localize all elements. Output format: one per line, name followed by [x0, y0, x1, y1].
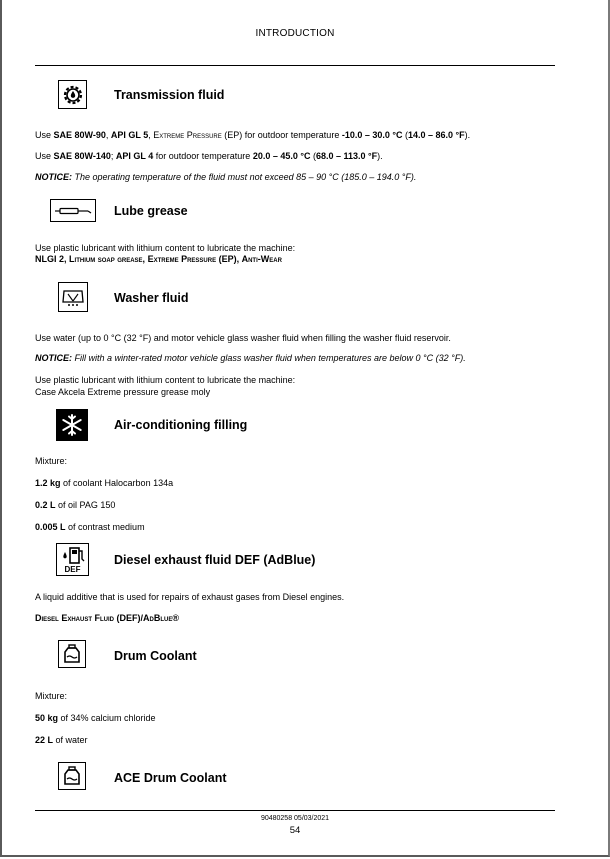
washer-notice [35, 353, 466, 364]
section-title-washer: Washer fluid [114, 291, 189, 305]
aircon-item-3: 0.005 L of contrast medium [35, 522, 145, 532]
page-number: 54 [289, 825, 301, 836]
lube-line-2: NLGI 2, Lithium soap grease, Extreme Pressure (EP), Anti-Wear [35, 254, 282, 264]
footer-rule [35, 810, 555, 811]
windshield-washer-icon [58, 282, 88, 312]
grease-gun-icon [50, 199, 96, 222]
footer-doc-id: 90480258 05/03/2021 [260, 815, 330, 822]
section-title-def: Diesel exhaust fluid DEF (AdBlue) [114, 553, 316, 567]
coolant-tank-icon [58, 640, 86, 668]
washer-line-3: Use plastic lubricant with lithium content to lubricate the machine: [35, 375, 296, 385]
drum-item-1: 50 kg of 34% calcium chloride [35, 713, 156, 723]
page-header: INTRODUCTION [255, 28, 335, 39]
notice-text: Fill with a winter-rated motor vehicle glass washer fluid when temperatures are below 0 °C (32 °F). [72, 353, 466, 363]
notice-text: The operating temperature of the fluid must not exceed 85 – 90 °C (185.0 – 194.0 °F). [72, 172, 417, 182]
drum-mixture-label: Mixture: [35, 691, 68, 701]
lube-line-1: Use plastic lubricant with lithium content to lubricate the machine: [35, 243, 296, 253]
def-icon-label: DEF [64, 564, 81, 574]
notice-label: NOTICE: [35, 353, 72, 363]
coolant-tank-icon [58, 762, 86, 790]
transmission-line-1: Use SAE 80W-90, API GL 5, Extreme Pressure (EP) for outdoor temperature -10.0 – 30.0 °C (14.0 – 86.0 °F). [35, 130, 471, 140]
transmission-line-2: Use SAE 80W-140; API GL 4 for outdoor temperature 20.0 – 45.0 °C (68.0 – 113.0 °F). [35, 151, 383, 161]
snowflake-icon [56, 409, 88, 441]
def-line-2: Diesel Exhaust Fluid (DEF)/AdBlue® [35, 613, 179, 623]
section-title-ace: ACE Drum Coolant [114, 771, 227, 785]
washer-line-4: Case Akcela Extreme pressure grease moly [35, 387, 211, 397]
def-pump-icon [56, 543, 89, 576]
notice-label: NOTICE: [35, 172, 72, 182]
aircon-item-2: 0.2 L of oil PAG 150 [35, 500, 116, 510]
def-line-1: A liquid additive that is used for repairs of exhaust gases from Diesel engines. [35, 592, 345, 602]
aircon-mixture-label: Mixture: [35, 456, 68, 466]
section-title-aircon: Air-conditioning filling [114, 418, 248, 432]
section-title-transmission: Transmission fluid [114, 88, 225, 102]
gear-drop-icon [58, 80, 87, 109]
section-title-lube: Lube grease [114, 204, 188, 218]
section-title-drum: Drum Coolant [114, 649, 197, 663]
washer-line-1: Use water (up to 0 °C (32 °F) and motor vehicle glass washer fluid when filling the washer fluid reservoir. [35, 333, 451, 343]
transmission-notice [35, 172, 416, 183]
aircon-item-1: 1.2 kg of coolant Halocarbon 134a [35, 478, 174, 488]
drum-item-2: 22 L of water [35, 735, 88, 745]
header-rule [35, 65, 555, 66]
